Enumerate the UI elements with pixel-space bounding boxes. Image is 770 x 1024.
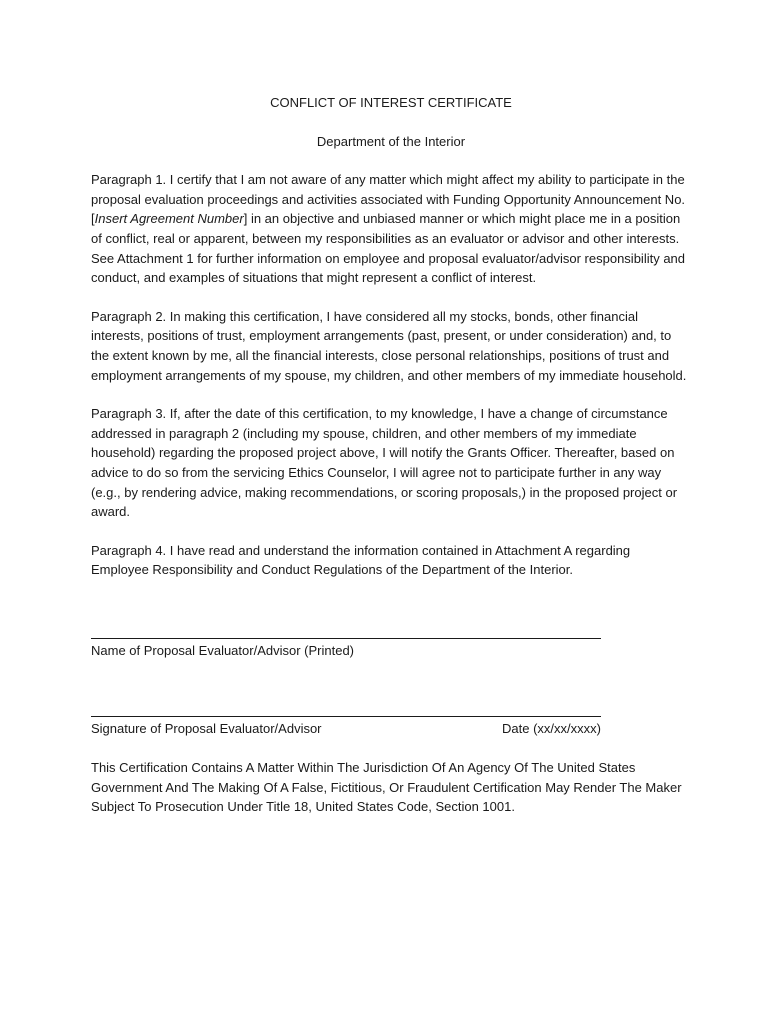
paragraph-1-text-end: ] in an objective and unbiased manner or which might place me in a position of conflict, real or apparent, between my responsibilities as an evaluator or advisor and other interests. See Attachment 1 for further information on employee and proposal evaluator/advisor responsibility and conduct, and examples of situations that might represent a conflict of interest. xyxy=(91,211,686,286)
signature-caption: Signature of Proposal Evaluator/Advisor xyxy=(91,721,322,737)
date-caption: Date (xx/xx/xxxx) xyxy=(502,721,601,737)
name-caption: Name of Proposal Evaluator/Advisor (Printed) xyxy=(91,642,355,658)
signature-block xyxy=(91,698,601,739)
paragraph-1 xyxy=(91,170,691,288)
agreement-number-placeholder: Insert Agreement Number xyxy=(94,211,244,227)
legal-warning: This Certification Contains A Matter Within The Jurisdiction Of An Agency Of The United States Government And The Making Of A False, Fictitious, Or Fraudulent Certification May Render The Maker Subject To Prosecution Under Title 18, United States Code, Section 1001. xyxy=(91,760,682,815)
paragraph-4: Paragraph 4. I have read and understand the information contained in Attachment A regarding Employee Responsibility and Conduct Regulations of the Department of the Interior. xyxy=(91,542,631,578)
paragraph-3: Paragraph 3. If, after the date of this certification, to my knowledge, I have a change of circumstance addressed in paragraph 2 (including my spouse, children, and other members of my immediate household) regarding the proposed project above, I will notify the Grants Officer. Thereafter, based on advice to do so from the servicing Ethics Counselor, I will agree not to participate further in any way (e.g., by rendering advice, making recommendations, or scoring proposals,) in the proposed project or award. xyxy=(91,406,678,520)
signature-caption-row xyxy=(91,719,601,739)
name-caption-row xyxy=(91,641,601,661)
department-name: Department of the Interior xyxy=(316,133,466,149)
name-block xyxy=(91,620,601,661)
paragraph-1-text-start: Paragraph 1. I certify that I am not aware of any matter which might affect my ability to participate in the proposal evaluation proceedings and activities associated with Funding Opportunity Announcement No. [ xyxy=(91,172,686,227)
document-title: CONFLICT OF INTEREST CERTIFICATE xyxy=(270,95,512,110)
signature-line[interactable] xyxy=(91,698,601,717)
document-body xyxy=(91,93,691,817)
name-line[interactable] xyxy=(91,620,601,639)
paragraph-2: Paragraph 2. In making this certification, I have considered all my stocks, bonds, other financial interests, positions of trust, employment arrangements (past, present, or under consideration) and, to the extent known by me, all the financial interests, close personal relationships, positions of trust and employment arrangements of my spouse, my children, and other members of my immediate household. xyxy=(91,308,687,383)
